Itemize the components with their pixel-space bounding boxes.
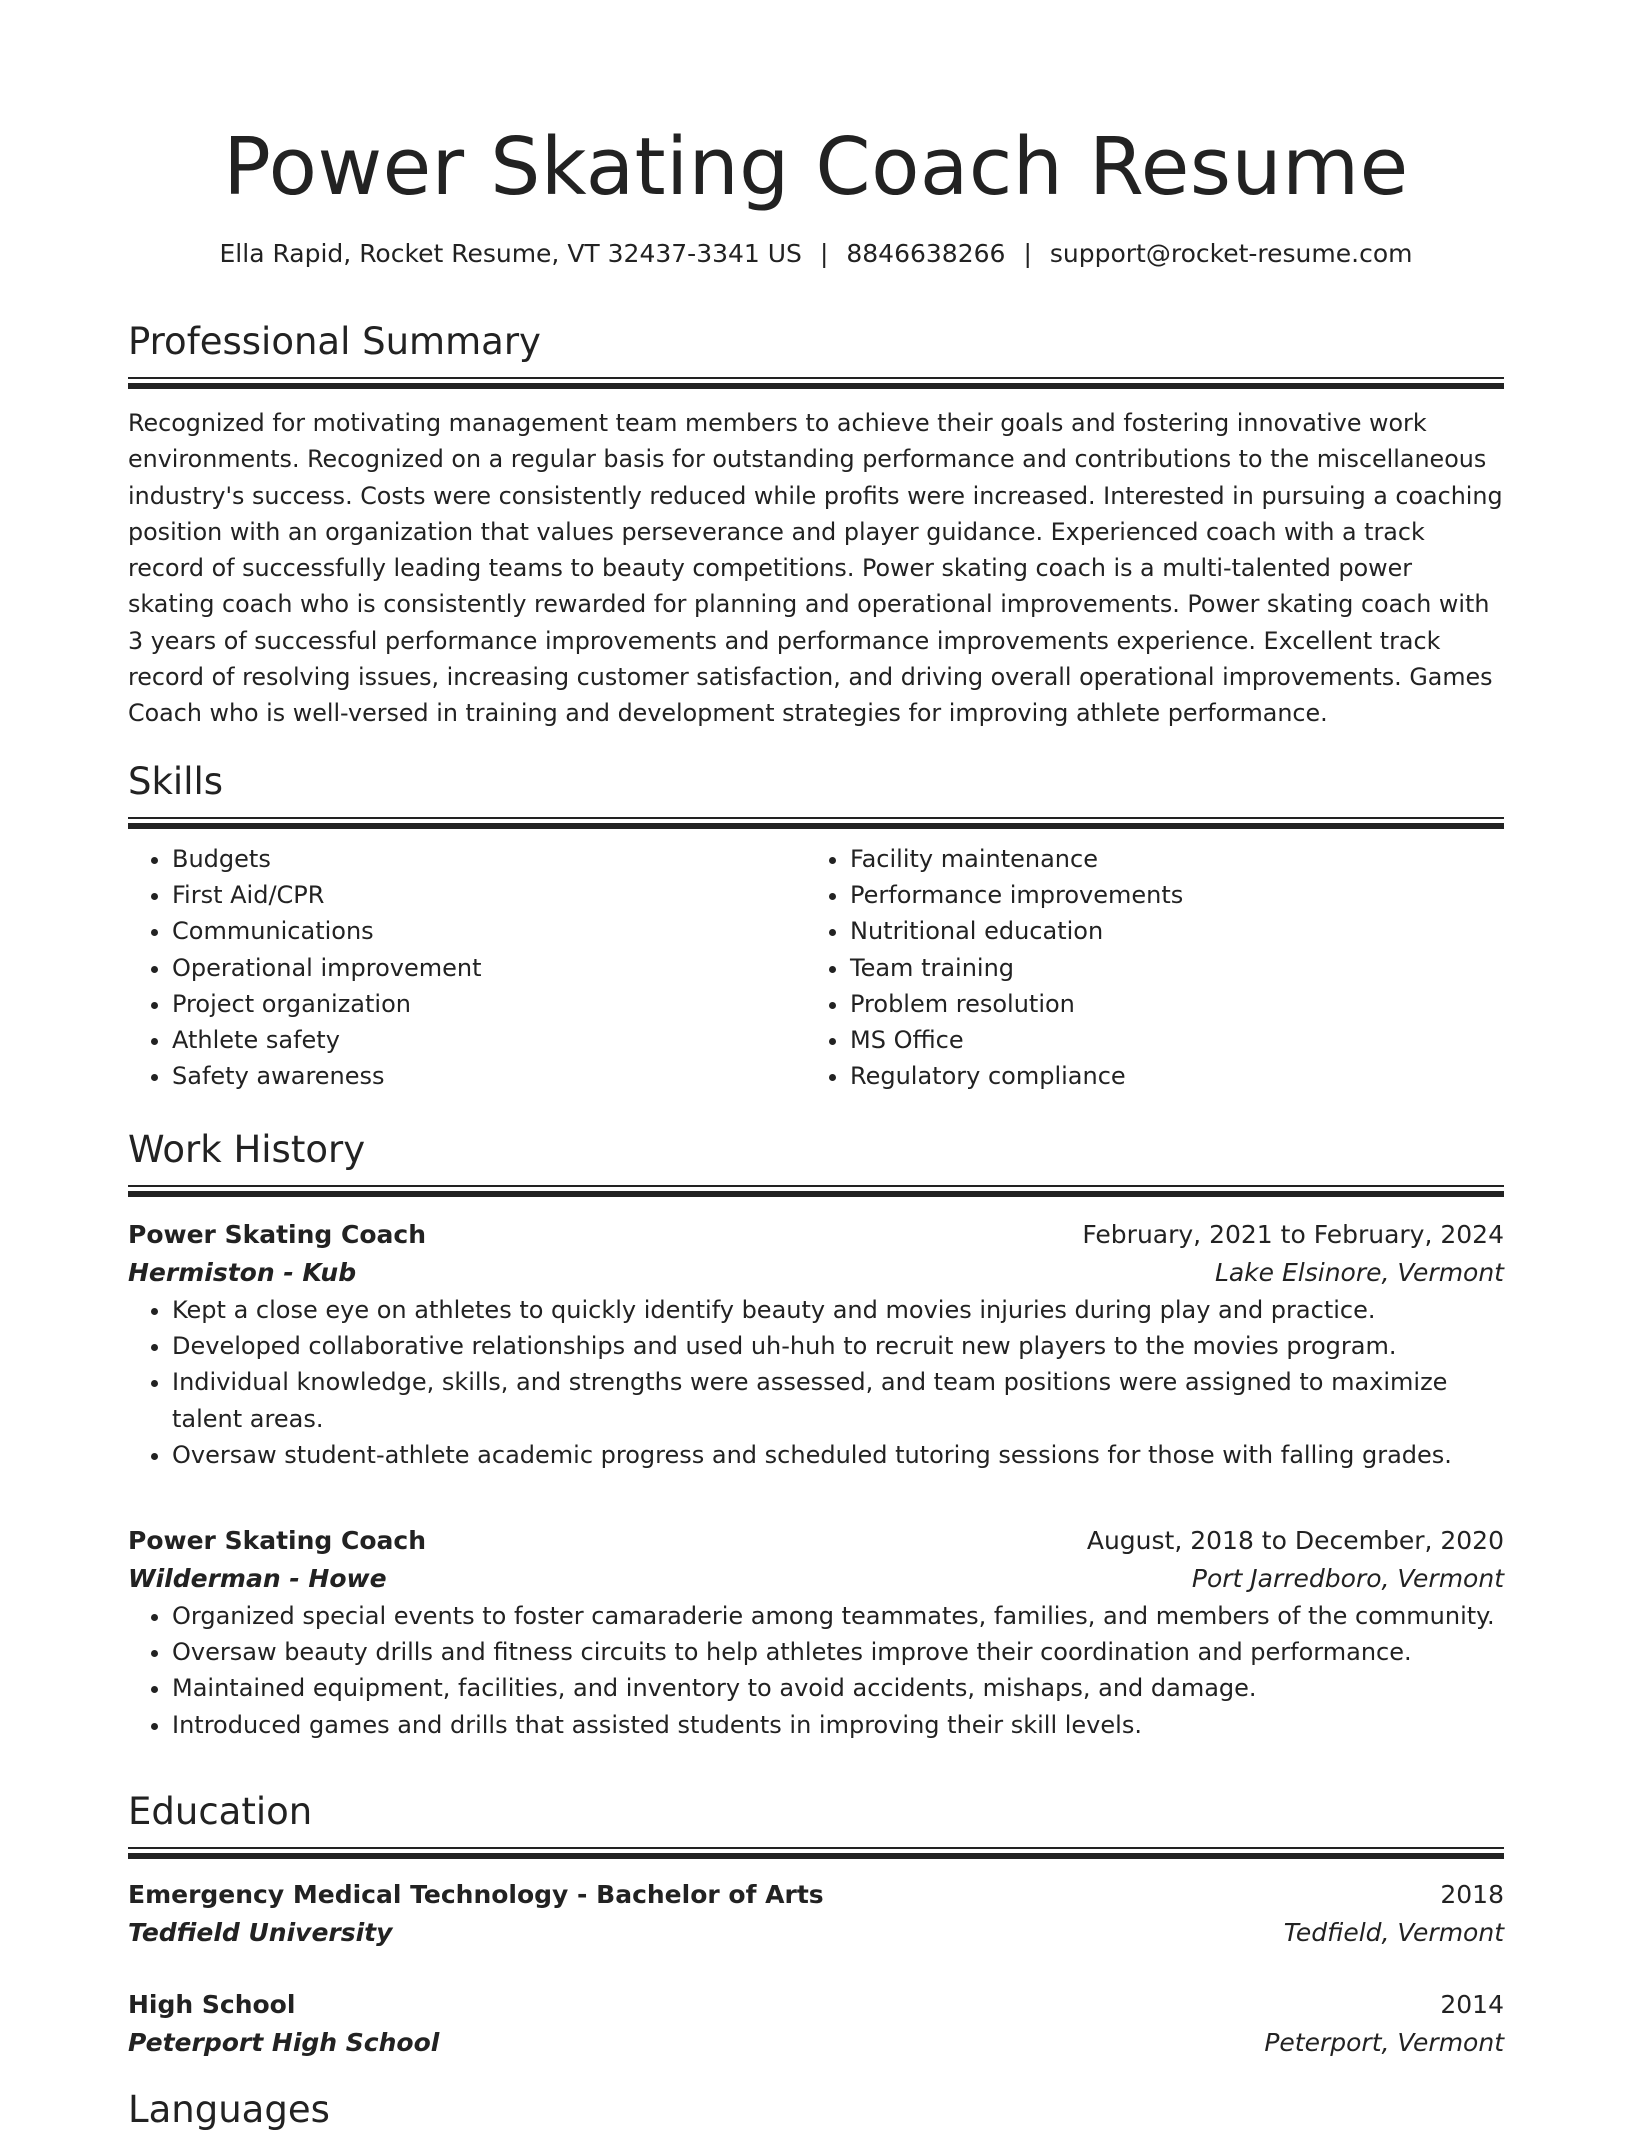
skill-item: • Communications xyxy=(172,913,806,949)
summary-section xyxy=(128,320,1504,732)
job-bullet-list xyxy=(128,1598,1504,1743)
education-year: 2014 xyxy=(1440,1990,1504,2019)
skill-item: • Facility maintenance xyxy=(850,841,1484,877)
job-entry xyxy=(128,1522,1504,1743)
job-bullet: • Organized special events to foster camaraderie among teammates, families, and members of the community. xyxy=(172,1598,1504,1634)
job-bullet: • Oversaw student-athlete academic progress and scheduled tutoring sessions for those with falling grades. xyxy=(172,1437,1504,1473)
contact-separator: | xyxy=(1023,239,1032,268)
education-degree: Emergency Medical Technology - Bachelor of Arts xyxy=(128,1880,824,1909)
job-bullet: • Introduced games and drills that assisted students in improving their skill levels. xyxy=(172,1707,1504,1743)
skills-column-right xyxy=(806,841,1484,1094)
job-bullet: • Developed collaborative relationships and used uh-huh to recruit new players to the movies program. xyxy=(172,1328,1504,1364)
education-year: 2018 xyxy=(1440,1880,1504,1909)
job-company: Hermiston - Kub xyxy=(128,1258,357,1287)
skill-item: • Athlete safety xyxy=(172,1022,806,1058)
job-dates: February, 2021 to February, 2024 xyxy=(1082,1220,1504,1249)
education-entry xyxy=(128,1876,1504,1952)
job-title: Power Skating Coach xyxy=(128,1220,427,1249)
job-location: Port Jarredboro, Vermont xyxy=(1191,1564,1504,1593)
contact-separator: | xyxy=(819,239,829,268)
skill-item: • Team training xyxy=(850,950,1484,986)
skills-list-right xyxy=(806,841,1484,1094)
skill-item: • Safety awareness xyxy=(172,1058,806,1094)
skill-item: • Operational improvement xyxy=(172,950,806,986)
education-heading: Education xyxy=(128,1790,313,1833)
contact-line xyxy=(128,239,1504,268)
job-company: Wilderman - Howe xyxy=(128,1564,387,1593)
work-history-heading: Work History xyxy=(128,1128,366,1171)
education-header-row xyxy=(128,1876,1504,1914)
skills-heading: Skills xyxy=(128,760,224,803)
summary-heading: Professional Summary xyxy=(128,320,541,363)
skills-column-left xyxy=(128,841,806,1094)
contact-phone: 8846638266 xyxy=(846,239,1006,268)
job-title: Power Skating Coach xyxy=(128,1526,427,1555)
skills-list-left xyxy=(128,841,806,1094)
work-history-section xyxy=(128,1128,1504,1197)
job-dates: August, 2018 to December, 2020 xyxy=(1086,1526,1504,1555)
skill-item: • Performance improvements xyxy=(850,877,1484,913)
job-bullet: • Kept a close eye on athletes to quickly identify beauty and movies injuries during play and practice. xyxy=(172,1292,1504,1328)
education-school-row xyxy=(128,1914,1504,1952)
job-bullet-list xyxy=(128,1292,1504,1473)
skills-columns xyxy=(128,841,1504,1094)
job-location: Lake Elsinore, Vermont xyxy=(1214,1258,1504,1287)
job-header-row xyxy=(128,1522,1504,1560)
skill-item: • Regulatory compliance xyxy=(850,1058,1484,1094)
education-school: Peterport High School xyxy=(128,2028,440,2057)
job-company-row xyxy=(128,1560,1504,1598)
languages-heading: Languages xyxy=(128,2088,330,2131)
skill-item: • First Aid/CPR xyxy=(172,877,806,913)
education-entry xyxy=(128,1986,1504,2062)
skill-item: • Project organization xyxy=(172,986,806,1022)
skill-item: • MS Office xyxy=(850,1022,1484,1058)
job-bullet: • Maintained equipment, facilities, and inventory to avoid accidents, mishaps, and damage. xyxy=(172,1670,1504,1706)
resume-title: Power Skating Coach Resume xyxy=(223,121,1409,213)
job-bullet: • Individual knowledge, skills, and strengths were assessed, and team positions were assigned to maximize talent areas. xyxy=(172,1364,1504,1436)
contact-address: Ella Rapid, Rocket Resume, VT 32437-3341 US xyxy=(219,239,802,268)
skill-item: • Budgets xyxy=(172,841,806,877)
section-divider xyxy=(128,1185,1504,1197)
education-school-row xyxy=(128,2024,1504,2062)
contact-email: support@rocket-resume.com xyxy=(1049,239,1413,268)
education-section xyxy=(128,1790,1504,1859)
education-school: Tedfield University xyxy=(128,1918,393,1947)
section-divider xyxy=(128,1847,1504,1859)
education-location: Peterport, Vermont xyxy=(1264,2028,1504,2057)
job-company-row xyxy=(128,1254,1504,1292)
job-entry xyxy=(128,1216,1504,1473)
resume-page xyxy=(128,0,1504,2131)
skills-section xyxy=(128,760,1504,1094)
section-divider xyxy=(128,817,1504,829)
education-location: Tedfield, Vermont xyxy=(1283,1918,1504,1947)
education-header-row xyxy=(128,1986,1504,2024)
section-divider xyxy=(128,377,1504,389)
languages-section xyxy=(128,2088,1504,2131)
skill-item: • Nutritional education xyxy=(850,913,1484,949)
education-degree: High School xyxy=(128,1990,296,2019)
job-header-row xyxy=(128,1216,1504,1254)
summary-text: Recognized for motivating management team members to achieve their goals and fostering innovative work environments. Recognized on a regular basis for outstanding performance and contributions to the miscellaneous industry's success. Costs were consistently reduced while profits were increased. Interested in pursuing a coaching position with an organization that values perseverance and player guidance. Experienced coach with a track record of successfully leading teams to beauty competitions. Power skating coach is a multi-talented power skating coach who is consistently rewarded for planning and operational improvements. Power skating coach with 3 years of successful performance improvements and performance improvements experience. Excellent track record of resolving issues, increasing customer satisfaction, and driving overall operational improvements. Games Coach who is well-versed in training and development strategies for improving athlete performance. xyxy=(128,409,1503,728)
skill-item: • Problem resolution xyxy=(850,986,1484,1022)
job-bullet: • Oversaw beauty drills and fitness circuits to help athletes improve their coordination and performance. xyxy=(172,1634,1504,1670)
